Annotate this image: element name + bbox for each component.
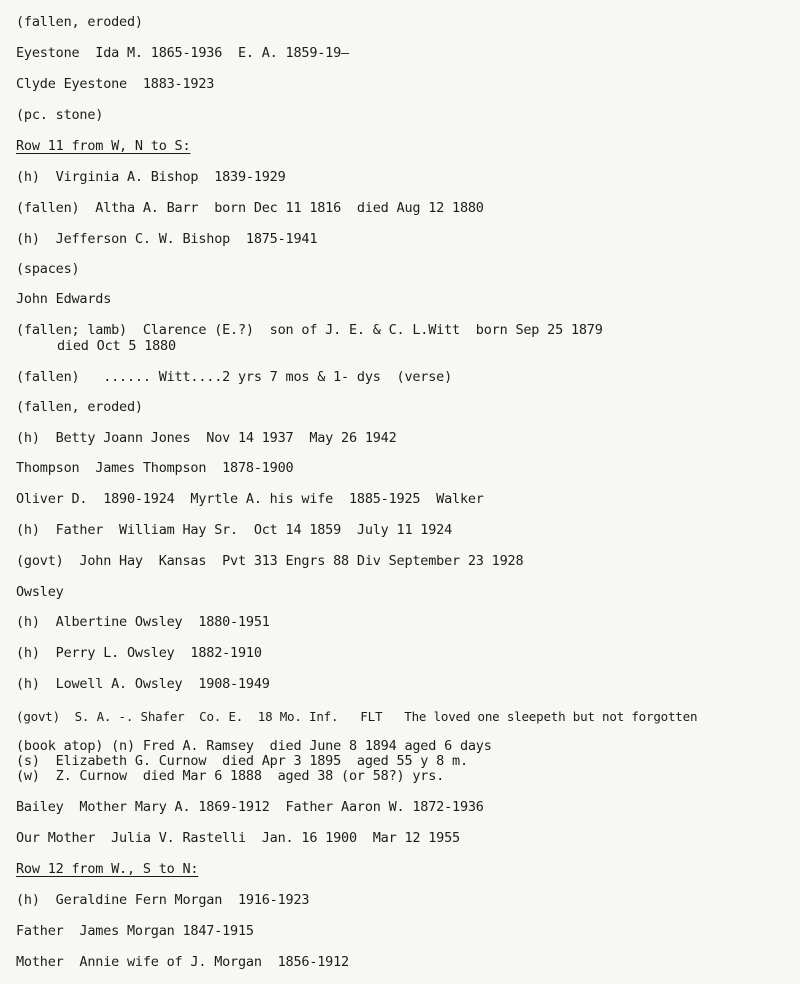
entry-line: (fallen, eroded) (16, 14, 143, 30)
entry-line: (h) Perry L. Owsley 1882-1910 (16, 645, 262, 661)
entry-line: (fallen) ...... Witt....2 yrs 7 mos & 1- dys (verse) (16, 369, 453, 385)
entry-line: (govt) John Hay Kansas Pvt 313 Engrs 88 Div September 23 1928 (16, 553, 524, 569)
entry-line: (h) Virginia A. Bishop 1839-1929 (16, 169, 286, 185)
entry-line: Eyestone Ida M. 1865-1936 E. A. 1859-19— (16, 45, 349, 61)
entry-line: (fallen) Altha A. Barr born Dec 11 1816 died Aug 12 1880 (16, 200, 484, 216)
entry-line-continuation: died Oct 5 1880 (57, 338, 176, 354)
entry-line: Oliver D. 1890-1924 Myrtle A. his wife 1885-1925 Walker (16, 491, 484, 507)
entry-line: (govt) S. A. -. Shafer Co. E. 18 Mo. Inf. FLT The loved one sleepeth but not forgotten (16, 709, 698, 724)
section-heading-row-11: Row 11 from W, N to S: (16, 138, 191, 154)
entry-line: John Edwards (16, 291, 112, 307)
entry-line: (h) Albertine Owsley 1880-1951 (16, 614, 270, 630)
entry-line: Our Mother Julia V. Rastelli Jan. 16 1900 Mar 12 1955 (16, 830, 460, 846)
entry-line: Mother Annie wife of J. Morgan 1856-1912 (16, 954, 349, 970)
entry-line: Clyde Eyestone 1883-1923 (16, 76, 215, 92)
entry-line: Thompson James Thompson 1878-1900 (16, 460, 294, 476)
entry-line: (fallen; lamb) Clarence (E.?) son of J. E. & C. L.Witt born Sep 25 1879 (16, 322, 603, 338)
entry-line: Bailey Mother Mary A. 1869-1912 Father Aaron W. 1872-1936 (16, 799, 484, 815)
entry-line: Owsley (16, 584, 64, 600)
entry-line: (h) Jefferson C. W. Bishop 1875-1941 (16, 231, 318, 247)
entry-line: (spaces) (16, 261, 80, 277)
entry-line: (book atop) (n) Fred A. Ramsey died June 8 1894 aged 6 days (16, 738, 492, 754)
entry-line: (pc. stone) (16, 107, 104, 123)
entry-line: (s) Elizabeth G. Curnow died Apr 3 1895 aged 55 y 8 m. (16, 753, 468, 769)
entry-line: (h) Father William Hay Sr. Oct 14 1859 July 11 1924 (16, 522, 453, 538)
entry-line: Father James Morgan 1847-1915 (16, 923, 254, 939)
section-heading-row-12: Row 12 from W., S to N: (16, 861, 199, 877)
entry-line: (h) Lowell A. Owsley 1908-1949 (16, 676, 270, 692)
entry-line: (h) Geraldine Fern Morgan 1916-1923 (16, 892, 310, 908)
entry-line: (fallen, eroded) (16, 399, 143, 415)
entry-line: (w) Z. Curnow died Mar 6 1888 aged 38 (or 58?) yrs. (16, 768, 445, 784)
entry-line: (h) Betty Joann Jones Nov 14 1937 May 26 1942 (16, 430, 397, 446)
